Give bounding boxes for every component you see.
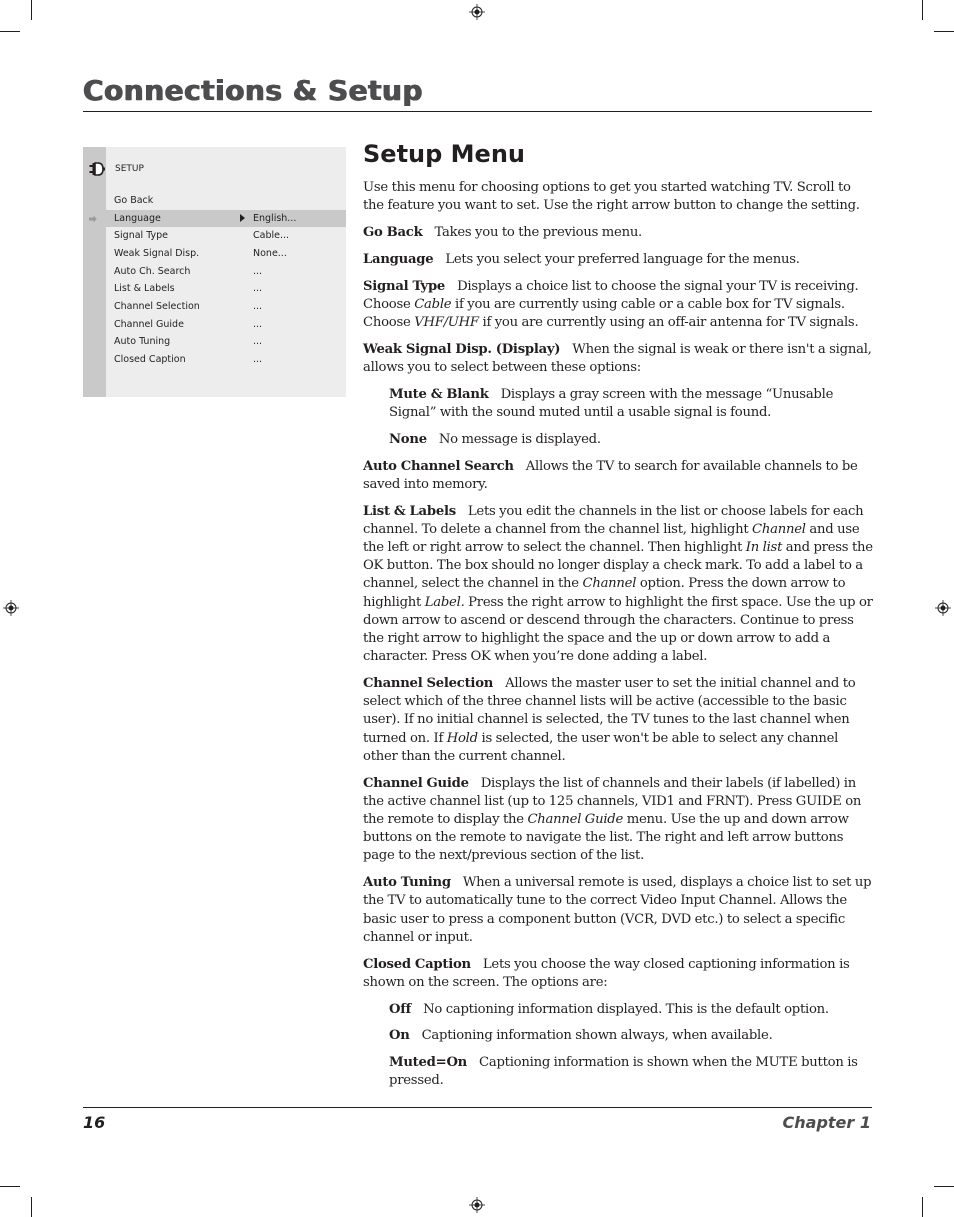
menu-item — [83, 245, 346, 262]
registration-mark-icon — [469, 1197, 485, 1213]
term-description: Captioning information shown always, when available. — [421, 1028, 773, 1044]
definition-paragraph — [363, 956, 873, 992]
term-description: Captioning information is shown when the MUTE button is pressed. — [389, 1055, 858, 1089]
menu-item-value: English... — [253, 213, 297, 224]
term-description: Use this menu for choosing options to get you started watching TV. Scroll to the feature you want to set. Use the right arrow button to change the setting. — [363, 180, 860, 214]
footer-rule — [83, 1107, 872, 1108]
definition-paragraph — [363, 1054, 873, 1090]
term-label: Go Back — [363, 225, 423, 240]
definition-paragraph — [363, 1027, 873, 1045]
chapter-label: Chapter 1 — [782, 1113, 871, 1132]
term-label: On — [389, 1028, 410, 1044]
term-label: Signal Type — [363, 278, 446, 294]
registration-mark-icon — [469, 4, 485, 20]
definition-paragraph — [363, 458, 873, 494]
section-body — [363, 179, 873, 1099]
registration-mark-icon — [3, 600, 19, 616]
term-label: List & Labels — [363, 503, 456, 519]
menu-item-label: Channel Guide — [114, 319, 184, 330]
term-description: Displays a gray screen with the message “Unusable Signal” with the sound muted until a usable signal is found. — [389, 386, 834, 420]
crop-mark — [0, 31, 20, 32]
definition-paragraph — [363, 431, 873, 449]
page-number: 16 — [83, 1113, 106, 1132]
term-label: Closed Caption — [363, 956, 471, 972]
definition-paragraph — [363, 224, 873, 242]
term-label: Language — [363, 251, 434, 267]
menu-item-value: ... — [253, 336, 263, 347]
definition-paragraph — [363, 251, 873, 269]
term-description: Lets you edit the channels in the list or choose labels for each channel. To delete a channel from the channel list, highlight Channel and use the left or right arrow to select the channel. Then highlight In list and press the OK button. The box should no longer display a check mark. To add a label to a channel, select the channel in the Channel option. Press the down arrow to highlight Label. Press the right arrow to highlight the first space. Use the up or down arrow to ascend or descend through the characters. Continue to press the right arrow to highlight the space and the up or down arrow to add a character. Press OK when you’re done adding a label. — [363, 503, 873, 665]
menu-item — [83, 351, 346, 368]
menu-item — [83, 298, 346, 315]
term-description: Takes you to the previous menu. — [434, 225, 643, 240]
menu-item-value: ... — [253, 319, 263, 330]
term-label: Channel Selection — [363, 676, 494, 692]
menu-item-label: Go Back — [114, 195, 154, 206]
menu-item-label: Language — [114, 213, 161, 224]
crop-mark — [0, 1186, 20, 1187]
crop-mark — [934, 1186, 954, 1187]
menu-item-label: Auto Ch. Search — [114, 266, 191, 277]
term-label: Weak Signal Disp. (Display) — [363, 341, 561, 357]
registration-mark-icon — [935, 600, 951, 616]
menu-item — [83, 333, 346, 350]
term-label: Off — [389, 1001, 412, 1017]
menu-item-value: ... — [253, 266, 263, 277]
highlight-arrow-icon — [89, 215, 97, 223]
chapter-header-title: Connections & Setup — [83, 74, 423, 107]
term-description: Lets you choose the way closed captioning information is shown on the screen. The options are: — [363, 956, 850, 990]
term-label: None — [389, 431, 427, 447]
menu-item-value: None... — [253, 248, 287, 259]
term-label: Mute & Blank — [389, 386, 489, 402]
term-label: Channel Guide — [363, 775, 469, 791]
menu-item-value: ... — [253, 283, 263, 294]
definition-paragraph — [363, 341, 873, 377]
definition-paragraph — [363, 386, 873, 422]
menu-item-value: Cable... — [253, 230, 290, 241]
term-description: Lets you select your preferred language for the menus. — [445, 251, 800, 267]
term-description: Allows the master user to set the initial channel and to select which of the three channel lists will be active (accessible to the basic user). If no initial channel is selected, the TV tunes to the last channel when turned on. If Hold is selected, the user won't be able to select any channel other than the current channel. — [363, 676, 856, 764]
menu-item — [83, 210, 346, 227]
menu-item-label: Auto Tuning — [114, 336, 171, 347]
menu-item-label: Signal Type — [114, 230, 169, 241]
value-arrow-icon — [240, 214, 245, 222]
term-label: Auto Tuning — [363, 875, 451, 891]
menu-title: SETUP — [115, 164, 144, 174]
term-description: Displays a choice list to choose the signal your TV is receiving. Choose Cable if you are currently using cable or a cable box for TV signals. Choose VHF/UHF if you are currently using an off-air antenna for TV signals. — [363, 278, 859, 330]
menu-item — [83, 263, 346, 280]
term-description: No message is displayed. — [438, 431, 601, 447]
definition-paragraph — [363, 775, 873, 866]
term-label: Muted=On — [389, 1055, 468, 1071]
term-description: When the signal is weak or there isn't a signal, allows you to select between these options: — [363, 341, 872, 375]
crop-mark — [922, 0, 923, 20]
menu-item — [83, 316, 346, 333]
definition-paragraph — [363, 278, 873, 333]
menu-item — [83, 192, 346, 209]
menu-item-value: ... — [253, 354, 263, 365]
menu-item-label: Weak Signal Disp. — [114, 248, 200, 259]
menu-item — [83, 227, 346, 244]
intro-paragraph — [363, 179, 873, 215]
definition-paragraph — [363, 675, 873, 766]
menu-item-label: Closed Caption — [114, 354, 186, 365]
header-rule — [83, 111, 872, 112]
crop-mark — [922, 1197, 923, 1217]
menu-item-label: List & Labels — [114, 283, 175, 294]
definition-paragraph — [363, 503, 873, 667]
crop-mark — [31, 0, 32, 20]
crop-mark — [31, 1197, 32, 1217]
crop-mark — [934, 31, 954, 32]
page-title: Setup Menu — [363, 140, 525, 168]
term-description: Displays the list of channels and their labels (if labelled) in the active channel list (up to 125 channels, VID1 and FRNT). Press GUIDE on the remote to display the Channel Guide menu. Use the up and down arrow buttons on the remote to navigate the list. The right and left arrow buttons page to the next/previous section of the list. — [363, 775, 862, 864]
term-label: Auto Channel Search — [363, 458, 514, 474]
menu-item — [83, 280, 346, 297]
definition-paragraph — [363, 1001, 873, 1019]
menu-item-label: Channel Selection — [114, 301, 200, 312]
menu-item-value: ... — [253, 301, 263, 312]
setup-plug-icon — [89, 161, 105, 177]
term-description: Allows the TV to search for available channels to be saved into memory. — [363, 458, 858, 492]
term-description: When a universal remote is used, displays a choice list to set up the TV to automatically tune to the correct Video Input Channel. Allows the basic user to press a component button (VCR, DVD etc.) to select a specific channel or input. — [363, 875, 872, 945]
setup-menu-screen — [83, 147, 346, 397]
definition-paragraph — [363, 874, 873, 947]
term-description: No captioning information displayed. This is the default option. — [423, 1001, 829, 1017]
